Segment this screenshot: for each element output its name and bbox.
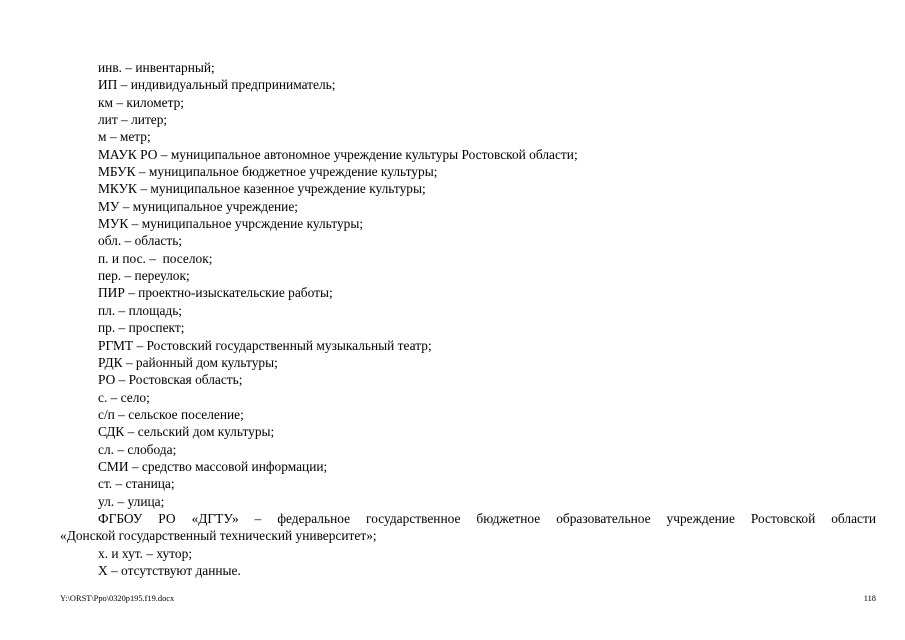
abbreviation-entry: МБУК – муниципальное бюджетное учреждение культуры; [98,164,438,180]
abbreviation-entry: пр. – проспект; [98,320,185,336]
abbreviation-entry: пл. – площадь; [98,302,183,318]
abbreviation-entry: СМИ – средство массовой информации; [98,458,328,474]
abbreviation-entry: пер. – переулок; [98,268,190,284]
abbreviation-entry: РО – Ростовская область; [98,372,243,388]
abbreviation-entry: ИП – индивидуальный предприниматель; [98,77,336,93]
abbreviation-entry: МКУК – муниципальное казенное учреждение культуры; [98,181,426,197]
long-entry-line-1: ФГБОУ РО «ДГТУ» – федеральное государственное бюджетное образовательное учреждение Ростовской области [98,510,876,526]
footer-file-path: Y:\ORST\Ppo\0320p195.f19.docx [60,594,175,603]
abbreviation-entry: Х – отсутствуют данные. [98,562,241,578]
abbreviation-entry: с. – село; [98,389,150,405]
abbreviation-entry: лит – литер; [98,112,168,128]
abbreviation-entry: х. и хут. – хутор; [98,545,193,561]
abbreviation-entry: МУ – муниципальное учреждение; [98,198,299,214]
abbreviation-entry-long [60,510,876,545]
abbreviation-list [60,59,876,579]
abbreviation-entry: обл. – область; [98,233,183,249]
long-entry-line-2: «Донской государственный технический университет»; [60,528,377,544]
abbreviation-entry: п. и пос. – поселок; [98,250,213,266]
page-number: 118 [863,594,876,603]
abbreviation-entry: ул. – улица; [98,493,165,509]
abbreviation-entry: сл. – слобода; [98,441,177,457]
abbreviation-entry: МУК – муниципальное учрсждение культуры; [98,216,364,232]
abbreviation-entry: РДК – районный дом культуры; [98,354,278,370]
page-footer [60,593,876,605]
abbreviation-entry: ст. – станица; [98,476,175,492]
abbreviation-entry: м – метр; [98,129,151,145]
abbreviation-entry: МАУК РО – муниципальное автономное учреждение культуры Ростовской области; [98,146,578,162]
abbreviation-entry: с/п – сельское поселение; [98,406,244,422]
abbreviation-entry: инв. – инвентарный; [98,60,215,75]
abbreviation-entry: ПИР – проектно-изыскательские работы; [98,285,333,301]
abbreviation-entry: км – километр; [98,94,185,110]
abbreviation-entry: РГМТ – Ростовский государственный музыкальный театр; [98,337,432,353]
abbreviation-entry: СДК – сельский дом культуры; [98,424,275,440]
